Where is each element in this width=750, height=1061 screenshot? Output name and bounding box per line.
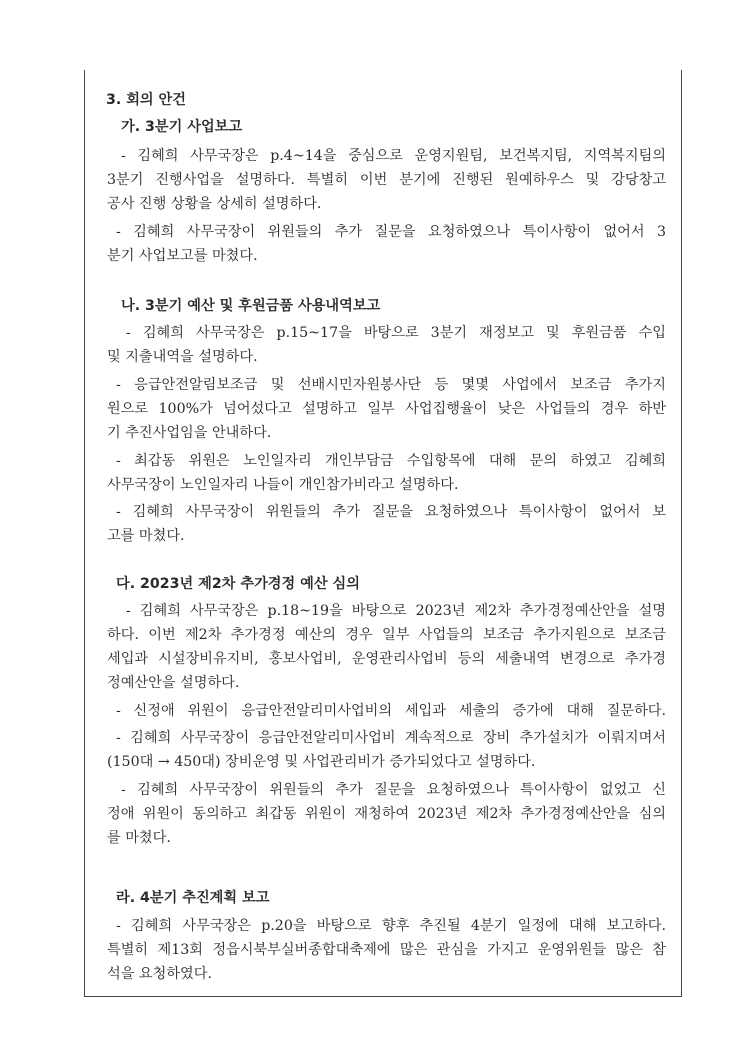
paragraph-line: - 김혜희 사무국장이 응급안전알리미사업비 계속적으로 장비 추가설치가 이뤄지며서 [116, 730, 666, 746]
paragraph-line: 고를 마쳤다. [107, 528, 185, 544]
paragraph-line: - 신정애 위원이 응급안전알리미사업비의 세입과 세출의 증가에 대해 질문하다. [116, 703, 666, 719]
paragraph-line: - 최갑동 위원은 노인일자리 개인부담금 수입항목에 대해 문의 하였고 김혜희 [116, 453, 666, 469]
section-title: 3. 회의 안건 [106, 92, 186, 108]
paragraph-line: - 김혜희 사무국장이 위원들의 추가 질문을 요청하였으나 특이사항이 없어서 보 [116, 504, 666, 520]
item-heading-ra: 라. 4분기 추진계획 보고 [116, 890, 270, 906]
paragraph-line: 공사 진행 상황을 상세히 설명하다. [107, 196, 322, 212]
paragraph-line: - 김혜희 사무국장이 위원들의 추가 질문을 요청하였으나 특이사항이 없어서 3 [116, 224, 666, 240]
paragraph-line: 정예산안을 설명하다. [107, 675, 240, 691]
paragraph-line: 및 지출내역을 설명하다. [107, 349, 258, 365]
paragraph-line: - 김혜희 사무국장은 p.18~19을 바탕으로 2023년 제2차 추가경정예산안을 설명 [126, 603, 666, 619]
paragraph-line: 를 마쳤다. [107, 830, 171, 846]
paragraph-line: 세입과 시설장비유지비, 홍보사업비, 운영관리사업비 등의 세출내역 변경으로 추가경 [107, 651, 666, 667]
paragraph-line: - 김혜희 사무국장이 위원들의 추가 질문을 요청하였으나 특이사항이 없었고 신 [121, 782, 666, 798]
paragraph-line: 사무국장이 노인일자리 나들이 개인참가비라고 설명하다. [107, 477, 459, 493]
paragraph-line: - 김혜희 사무국장은 p.4~14을 중심으로 운영지원팀, 보건복지팀, 지역복지팀의 [121, 148, 666, 164]
paragraph-line: 기 추진사업임을 안내하다. [107, 425, 272, 441]
paragraph-line: - 김혜희 사무국장은 p.20을 바탕으로 향후 추진될 4분기 일정에 대해 보고하다. [116, 918, 666, 934]
item-heading-da: 다. 2023년 제2차 추가경정 예산 심의 [116, 576, 360, 592]
paragraph-line: 3분기 진행사업을 설명하다. 특별히 이번 분기에 진행된 원예하우스 및 강당창고 [107, 172, 666, 188]
paragraph-line: - 김혜희 사무국장은 p.15~17을 바탕으로 3분기 재정보고 및 후원금품 수입 [126, 325, 666, 341]
paragraph-line: 석을 요청하였다. [107, 966, 212, 982]
paragraph-line: - 응급안전알림보조금 및 선배시민자원봉사단 등 몇몇 사업에서 보조금 추가지 [116, 377, 666, 393]
paragraph-line: 정애 위원이 동의하고 최갑동 위원이 재청하여 2023년 제2차 추가경정예산안을 심의 [107, 806, 666, 822]
item-heading-ga: 가. 3분기 사업보고 [121, 119, 243, 135]
paragraph-line: (150대 → 450대) 장비운영 및 사업관리비가 증가되었다고 설명하다. [107, 754, 536, 770]
item-heading-na: 나. 3분기 예산 및 후원금품 사용내역보고 [121, 298, 381, 314]
paragraph-line: 분기 사업보고를 마쳤다. [107, 248, 258, 264]
paragraph-line: 하다. 이번 제2차 추가경정 예산의 경우 일부 사업들의 보조금 추가지원으로 보조금 [107, 627, 666, 643]
paragraph-line: 원으로 100%가 넘어섰다고 설명하고 일부 사업집행율이 낮은 사업들의 경우 하반 [107, 401, 666, 417]
paragraph-line: 특별히 제13회 정읍시북부실버종합대축제에 많은 관심을 가지고 운영위원들 많은 참 [107, 942, 666, 958]
